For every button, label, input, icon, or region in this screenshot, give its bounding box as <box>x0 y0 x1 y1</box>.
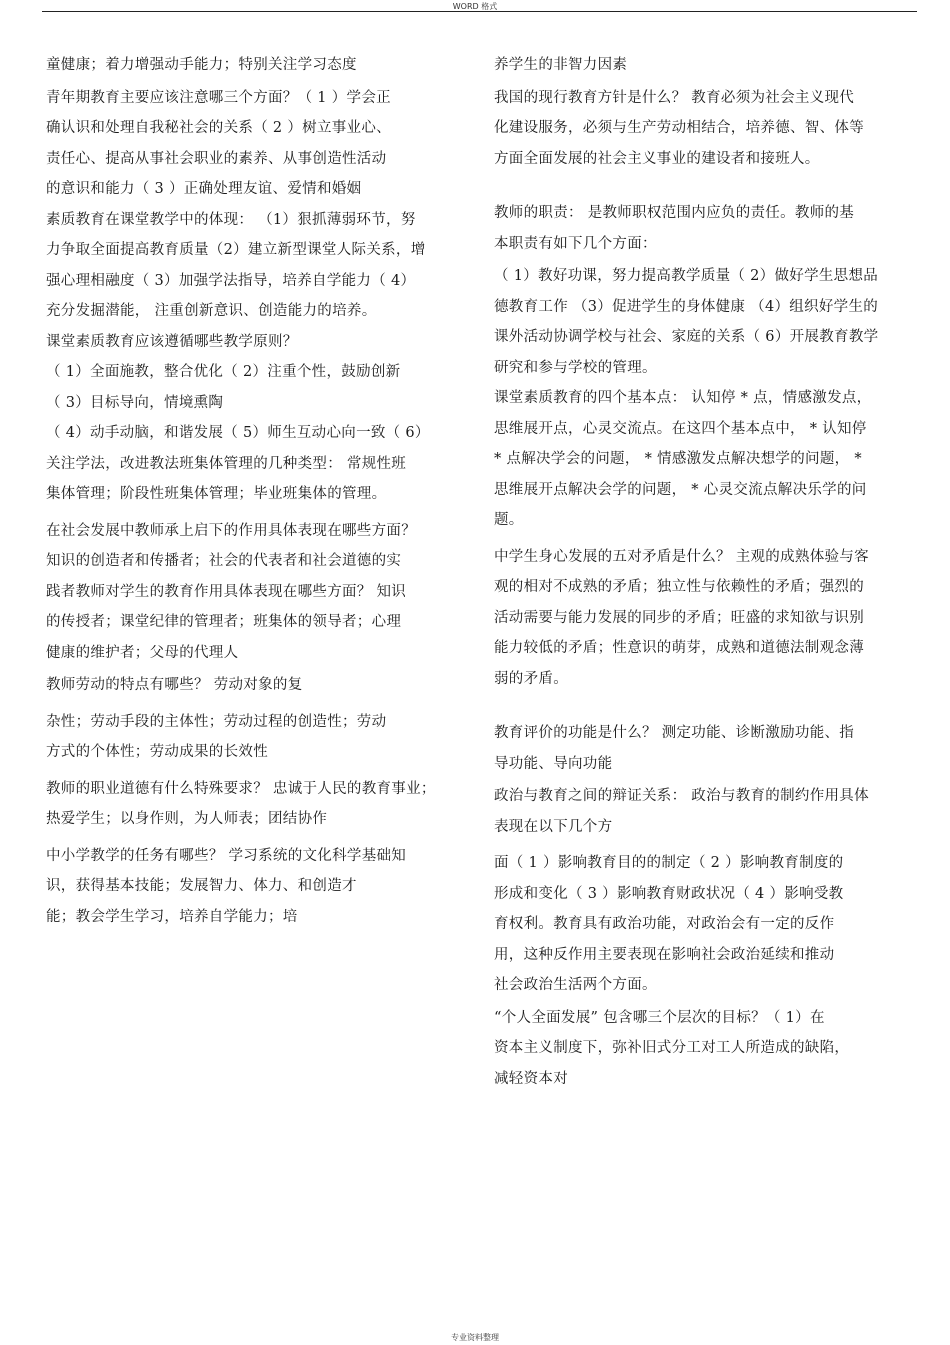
left-column <box>46 50 466 932</box>
text-line: 践者教师对学生的教育作用具体表现在哪些方面？ 知识 <box>46 583 407 600</box>
text-line: 表现在以下几个方 <box>494 818 613 835</box>
paragraph-four-basic-points <box>494 383 919 536</box>
text-line: 形成和变化（ 3 ）影响教育财政状况（ 4 ）影响受教 <box>494 885 844 902</box>
text-line: 健康的维护者；父母的代理人 <box>46 644 239 661</box>
text-line: 强心理相融度（ 3）加强学法指导，培养自学能力（ 4） <box>46 272 416 289</box>
text-line: 育权利。教育具有政治功能，对政治会有一定的反作 <box>494 916 835 932</box>
paragraph-teacher-labor-features <box>46 670 466 701</box>
text-line: 面（ 1 ）影响教育目的的制定（ 2 ）影响教育制度的 <box>494 855 844 871</box>
text-line: 中小学教学的任务有哪些？ 学习系统的文化科学基础知 <box>46 847 407 864</box>
text-line: 课堂素质教育应该遵循哪些教学原则？ <box>46 333 298 350</box>
text-line: 观的相对不成熟的矛盾；独立性与依赖性的矛盾；强烈的 <box>494 579 864 595</box>
text-line: 热爱学生；以身作则，为人师表；团结协作 <box>46 811 328 827</box>
paragraph-teaching-principles <box>46 327 466 510</box>
text-line: 教师的职业道德有什么特殊要求？ 忠诚于人民的教育事业； <box>46 780 436 797</box>
text-line: 弱的矛盾。 <box>494 670 568 687</box>
text-line: 素质教育在课堂教学中的体现： （1）狠抓薄弱环节，努 <box>46 211 416 228</box>
text-line: 本职责有如下几个方面： <box>494 235 657 252</box>
text-line: 关注学法，改进教法班集体管理的几种类型： 常规性班 <box>46 455 407 472</box>
text-line: 思维展开点解决会学的问题， * 心灵交流点解决乐学的问 <box>494 481 867 498</box>
text-line: 能力较低的矛盾；性意识的萌芽，成熟和道德法制观念薄 <box>494 640 864 656</box>
text-line: 方式的个体性；劳动成果的长效性 <box>46 744 268 760</box>
text-line: * 点解决学会的问题， * 情感激发点解决想学的问题， * <box>494 451 862 467</box>
paragraph-non-intellectual <box>494 50 919 81</box>
paragraph-teacher-duties <box>494 198 919 259</box>
text-line: 德教育工作 （3）促进学生的身体健康 （4）组织好学生的 <box>494 298 879 315</box>
text-line: （ 1）全面施教，整合优化（ 2）注重个性，鼓励创新 <box>46 364 401 380</box>
text-line: 识，获得基本技能；发展智力、体力、和创造才 <box>46 878 357 894</box>
text-line: 在社会发展中教师承上启下的作用具体表现在哪些方面？ <box>46 522 416 539</box>
paragraph-politics-effects <box>494 848 919 1001</box>
text-line: 题。 <box>494 512 524 528</box>
right-column <box>494 50 919 1094</box>
text-line: 确认识和处理自我秘社会的关系（ 2 ）树立事业心、 <box>46 120 391 136</box>
text-line: 教师的职责： 是教师职权范围内应负的责任。教师的基 <box>494 205 855 221</box>
text-line: 的传授者；课堂纪律的管理者；班集体的领导者；心理 <box>46 614 402 630</box>
text-line: 知识的创造者和传播者；社会的代表者和社会道德的实 <box>46 553 402 569</box>
text-line: 的意识和能力（ 3 ）正确处理友谊、爱情和婚姻 <box>46 181 362 197</box>
text-line: 集体管理；阶段性班集体管理；毕业班集体的管理。 <box>46 486 387 502</box>
text-line: 用，这种反作用主要表现在影响社会政治延续和推动 <box>494 946 835 963</box>
text-line: 课外活动协调学校与社会、家庭的关系（ 6）开展教育教学 <box>494 329 879 345</box>
paragraph-education-policy <box>494 83 919 175</box>
text-line: 养学生的非智力因素 <box>494 57 628 73</box>
paragraph-teacher-role-society <box>46 516 466 669</box>
page-footer: 专业资料整理 <box>451 1333 499 1342</box>
text-line: 政治与教育之间的辩证关系： 政治与教育的制约作用具体 <box>494 788 869 804</box>
text-line: 力争取全面提高教育质量（2）建立新型课堂人际关系，增 <box>46 242 426 258</box>
paragraph-quality-education-classroom <box>46 205 466 327</box>
text-line: 社会政治生活两个方面。 <box>494 977 657 993</box>
text-line: “个人全面发展” 包含哪三个层次的目标？（ 1）在 <box>494 1009 825 1026</box>
header-divider <box>42 11 917 12</box>
paragraph-child-health <box>46 50 466 81</box>
page-header: WORD 格式 <box>452 2 498 11</box>
text-line: 能；教会学生学习，培养自学能力；培 <box>46 908 298 925</box>
paragraph-adolescent-education <box>46 83 466 205</box>
text-line: 活动需要与能力发展的同步的矛盾；旺盛的求知欲与识别 <box>494 609 864 626</box>
text-line: 充分发掘潜能， 注重创新意识、创造能力的培养。 <box>46 303 377 319</box>
paragraph-teacher-duties-list <box>494 261 919 383</box>
text-line: 青年期教育主要应该注意哪三个方面？（ 1 ）学会正 <box>46 89 391 106</box>
text-line: 化建设服务，必须与生产劳动相结合，培养德、智、体等 <box>494 120 864 136</box>
text-line: 减轻资本对 <box>494 1070 568 1087</box>
text-line: （ 1）教好功课，努力提高教学质量（ 2）做好学生思想品 <box>494 268 879 284</box>
paragraph-individual-development <box>494 1003 919 1095</box>
text-line: 责任心、提高从事社会职业的素养、从事创造性活动 <box>46 150 387 167</box>
text-line: 研究和参与学校的管理。 <box>494 359 657 376</box>
paragraph-professional-ethics <box>46 774 466 835</box>
paragraph-politics-education <box>494 781 919 842</box>
text-line: （ 3）目标导向，情境熏陶 <box>46 394 224 411</box>
text-line: （ 4）动手动脑，和谐发展（ 5）师生互动心向一致（ 6） <box>46 425 430 441</box>
text-line: 资本主义制度下，弥补旧式分工对工人所造成的缺陷， <box>494 1040 850 1056</box>
paragraph-evaluation-functions <box>494 718 919 779</box>
text-line: 中学生身心发展的五对矛盾是什么？ 主观的成熟体验与客 <box>494 548 869 565</box>
text-line: 教育评价的功能是什么？ 测定功能、诊断激励功能、指 <box>494 725 855 741</box>
text-line: 方面全面发展的社会主义事业的建设者和接班人。 <box>494 150 820 167</box>
text-line: 思维展开点，心灵交流点。在这四个基本点中， * 认知停 <box>494 420 867 437</box>
text-line: 我国的现行教育方针是什么？ 教育必须为社会主义现代 <box>494 89 855 106</box>
paragraph-teacher-labor-details <box>46 707 466 768</box>
paragraph-teaching-tasks <box>46 841 466 933</box>
text-line: 导功能、导向功能 <box>494 755 613 772</box>
text-line: 杂性；劳动手段的主体性；劳动过程的创造性；劳动 <box>46 713 387 730</box>
text-line: 教师劳动的特点有哪些？ 劳动对象的复 <box>46 677 303 693</box>
text-line: 课堂素质教育的四个基本点： 认知停 * 点，情感激发点， <box>494 390 872 406</box>
text-line: 童健康；着力增强动手能力；特别关注学习态度 <box>46 57 357 73</box>
paragraph-five-contradictions <box>494 542 919 695</box>
